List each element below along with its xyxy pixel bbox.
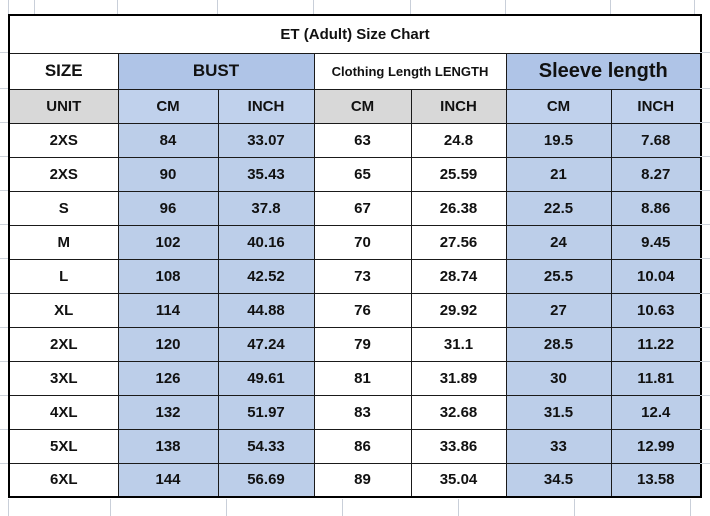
size-chart-table — [8, 14, 702, 498]
spreadsheet-gridline — [610, 0, 611, 14]
spreadsheet-gridline — [458, 499, 459, 516]
spreadsheet-gridline — [342, 499, 343, 516]
spreadsheet-gridline — [117, 0, 118, 14]
cell-length-cm: 83 — [314, 395, 411, 429]
spreadsheet-gridline — [700, 395, 710, 396]
cell-length-cm: 89 — [314, 463, 411, 497]
cell-bust-cm: 138 — [118, 429, 218, 463]
cell-bust-inch: 35.43 — [218, 157, 314, 191]
spreadsheet-gridline — [700, 224, 710, 225]
length-inch-header-cell: INCH — [411, 89, 506, 123]
cell-length-cm: 63 — [314, 123, 411, 157]
spreadsheet-gridline — [700, 190, 710, 191]
cell-bust-cm: 90 — [118, 157, 218, 191]
table-row — [9, 429, 701, 463]
cell-length-inch: 24.8 — [411, 123, 506, 157]
cell-sleeve-cm: 27 — [506, 293, 611, 327]
spreadsheet-gridline — [34, 0, 35, 14]
spreadsheet-gridline — [8, 499, 9, 516]
cell-length-cm: 79 — [314, 327, 411, 361]
cell-bust-inch: 51.97 — [218, 395, 314, 429]
spreadsheet-gridline — [0, 327, 8, 328]
title-row — [9, 15, 701, 53]
bust-inch-header-cell: INCH — [218, 89, 314, 123]
cell-bust-cm: 132 — [118, 395, 218, 429]
cell-sleeve-cm: 33 — [506, 429, 611, 463]
cell-sleeve-cm: 28.5 — [506, 327, 611, 361]
sleeve-inch-header-cell: INCH — [611, 89, 701, 123]
spreadsheet-gridline — [0, 88, 8, 89]
spreadsheet-gridline — [0, 429, 8, 430]
cell-length-cm: 73 — [314, 259, 411, 293]
cell-sleeve-inch: 12.4 — [611, 395, 701, 429]
cell-length-inch: 28.74 — [411, 259, 506, 293]
unit-label-cell: UNIT — [9, 89, 118, 123]
cell-sleeve-inch: 13.58 — [611, 463, 701, 497]
cell-size: M — [9, 225, 118, 259]
cell-length-cm: 76 — [314, 293, 411, 327]
spreadsheet-gridline — [0, 463, 8, 464]
cell-length-inch: 25.59 — [411, 157, 506, 191]
cell-length-inch: 27.56 — [411, 225, 506, 259]
cell-size: 4XL — [9, 395, 118, 429]
unit-header-row — [9, 89, 701, 123]
cell-length-cm: 67 — [314, 191, 411, 225]
bust-cm-header-cell: CM — [118, 89, 218, 123]
chart-title: ET (Adult) Size Chart — [9, 15, 701, 53]
spreadsheet-gridline — [700, 293, 710, 294]
spreadsheet-gridline — [217, 0, 218, 14]
cell-length-inch: 33.86 — [411, 429, 506, 463]
cell-length-inch: 26.38 — [411, 191, 506, 225]
spreadsheet-gridline — [0, 190, 8, 191]
cell-sleeve-cm: 34.5 — [506, 463, 611, 497]
cell-bust-inch: 33.07 — [218, 123, 314, 157]
spreadsheet-gridline — [694, 0, 695, 14]
table-row — [9, 293, 701, 327]
cell-size: S — [9, 191, 118, 225]
cell-sleeve-inch: 11.81 — [611, 361, 701, 395]
spreadsheet-gridline — [700, 156, 710, 157]
spreadsheet-gridline — [700, 361, 710, 362]
table-row — [9, 327, 701, 361]
cell-length-cm: 81 — [314, 361, 411, 395]
cell-bust-cm: 144 — [118, 463, 218, 497]
cell-sleeve-inch: 11.22 — [611, 327, 701, 361]
table-row — [9, 225, 701, 259]
cell-length-cm: 65 — [314, 157, 411, 191]
cell-bust-inch: 40.16 — [218, 225, 314, 259]
cell-sleeve-inch: 8.27 — [611, 157, 701, 191]
table-row — [9, 191, 701, 225]
cell-sleeve-cm: 19.5 — [506, 123, 611, 157]
cell-bust-inch: 54.33 — [218, 429, 314, 463]
cell-bust-inch: 56.69 — [218, 463, 314, 497]
cell-size: 2XS — [9, 123, 118, 157]
spreadsheet-gridline — [700, 122, 710, 123]
spreadsheet-gridline — [313, 0, 314, 14]
spreadsheet-gridline — [700, 327, 710, 328]
cell-sleeve-cm: 24 — [506, 225, 611, 259]
spreadsheet-gridline — [700, 88, 710, 89]
cell-bust-cm: 120 — [118, 327, 218, 361]
sleeve-length-column-header: Sleeve length — [506, 53, 701, 89]
table-row — [9, 259, 701, 293]
spreadsheet-gridline — [8, 0, 9, 14]
table-row — [9, 157, 701, 191]
cell-length-inch: 32.68 — [411, 395, 506, 429]
column-group-header-row — [9, 53, 701, 89]
table-row — [9, 361, 701, 395]
cell-length-cm: 70 — [314, 225, 411, 259]
size-column-header: SIZE — [9, 53, 118, 89]
cell-sleeve-cm: 30 — [506, 361, 611, 395]
cell-bust-cm: 96 — [118, 191, 218, 225]
cell-sleeve-inch: 8.86 — [611, 191, 701, 225]
cell-sleeve-cm: 25.5 — [506, 259, 611, 293]
spreadsheet-gridline — [0, 156, 8, 157]
cell-bust-inch: 47.24 — [218, 327, 314, 361]
cell-sleeve-inch: 12.99 — [611, 429, 701, 463]
cell-bust-inch: 49.61 — [218, 361, 314, 395]
spreadsheet-gridline — [0, 361, 8, 362]
cell-size: L — [9, 259, 118, 293]
cell-bust-inch: 37.8 — [218, 191, 314, 225]
spreadsheet-gridline — [700, 52, 710, 53]
clothing-length-column-header: Clothing Length LENGTH — [314, 53, 506, 89]
cell-sleeve-inch: 7.68 — [611, 123, 701, 157]
spreadsheet-gridline — [700, 463, 710, 464]
cell-length-inch: 31.89 — [411, 361, 506, 395]
cell-length-inch: 31.1 — [411, 327, 506, 361]
bust-column-header: BUST — [118, 53, 314, 89]
spreadsheet-gridline — [226, 499, 227, 516]
cell-sleeve-cm: 22.5 — [506, 191, 611, 225]
cell-sleeve-cm: 21 — [506, 157, 611, 191]
cell-size: XL — [9, 293, 118, 327]
cell-size: 3XL — [9, 361, 118, 395]
spreadsheet-gridline — [0, 52, 8, 53]
cell-bust-cm: 102 — [118, 225, 218, 259]
spreadsheet-gridline — [505, 0, 506, 14]
spreadsheet-gridline — [0, 122, 8, 123]
cell-sleeve-inch: 9.45 — [611, 225, 701, 259]
table-row — [9, 395, 701, 429]
length-cm-header-cell: CM — [314, 89, 411, 123]
cell-bust-cm: 84 — [118, 123, 218, 157]
spreadsheet-gridline — [700, 258, 710, 259]
spreadsheet-gridline — [0, 293, 8, 294]
spreadsheet-gridline — [110, 499, 111, 516]
cell-bust-cm: 108 — [118, 259, 218, 293]
cell-length-cm: 86 — [314, 429, 411, 463]
cell-length-inch: 29.92 — [411, 293, 506, 327]
spreadsheet-gridline — [690, 499, 691, 516]
cell-size: 5XL — [9, 429, 118, 463]
spreadsheet-gridline — [700, 429, 710, 430]
cell-sleeve-cm: 31.5 — [506, 395, 611, 429]
cell-size: 6XL — [9, 463, 118, 497]
sleeve-cm-header-cell: CM — [506, 89, 611, 123]
spreadsheet-gridline — [0, 395, 8, 396]
spreadsheet-gridline — [0, 224, 8, 225]
spreadsheet-gridline — [410, 0, 411, 14]
table-row — [9, 123, 701, 157]
spreadsheet-gridline — [574, 499, 575, 516]
cell-bust-inch: 42.52 — [218, 259, 314, 293]
cell-size: 2XL — [9, 327, 118, 361]
cell-bust-inch: 44.88 — [218, 293, 314, 327]
cell-sleeve-inch: 10.63 — [611, 293, 701, 327]
cell-bust-cm: 126 — [118, 361, 218, 395]
cell-sleeve-inch: 10.04 — [611, 259, 701, 293]
cell-size: 2XS — [9, 157, 118, 191]
table-row — [9, 463, 701, 497]
cell-length-inch: 35.04 — [411, 463, 506, 497]
cell-bust-cm: 114 — [118, 293, 218, 327]
spreadsheet-gridline — [0, 258, 8, 259]
